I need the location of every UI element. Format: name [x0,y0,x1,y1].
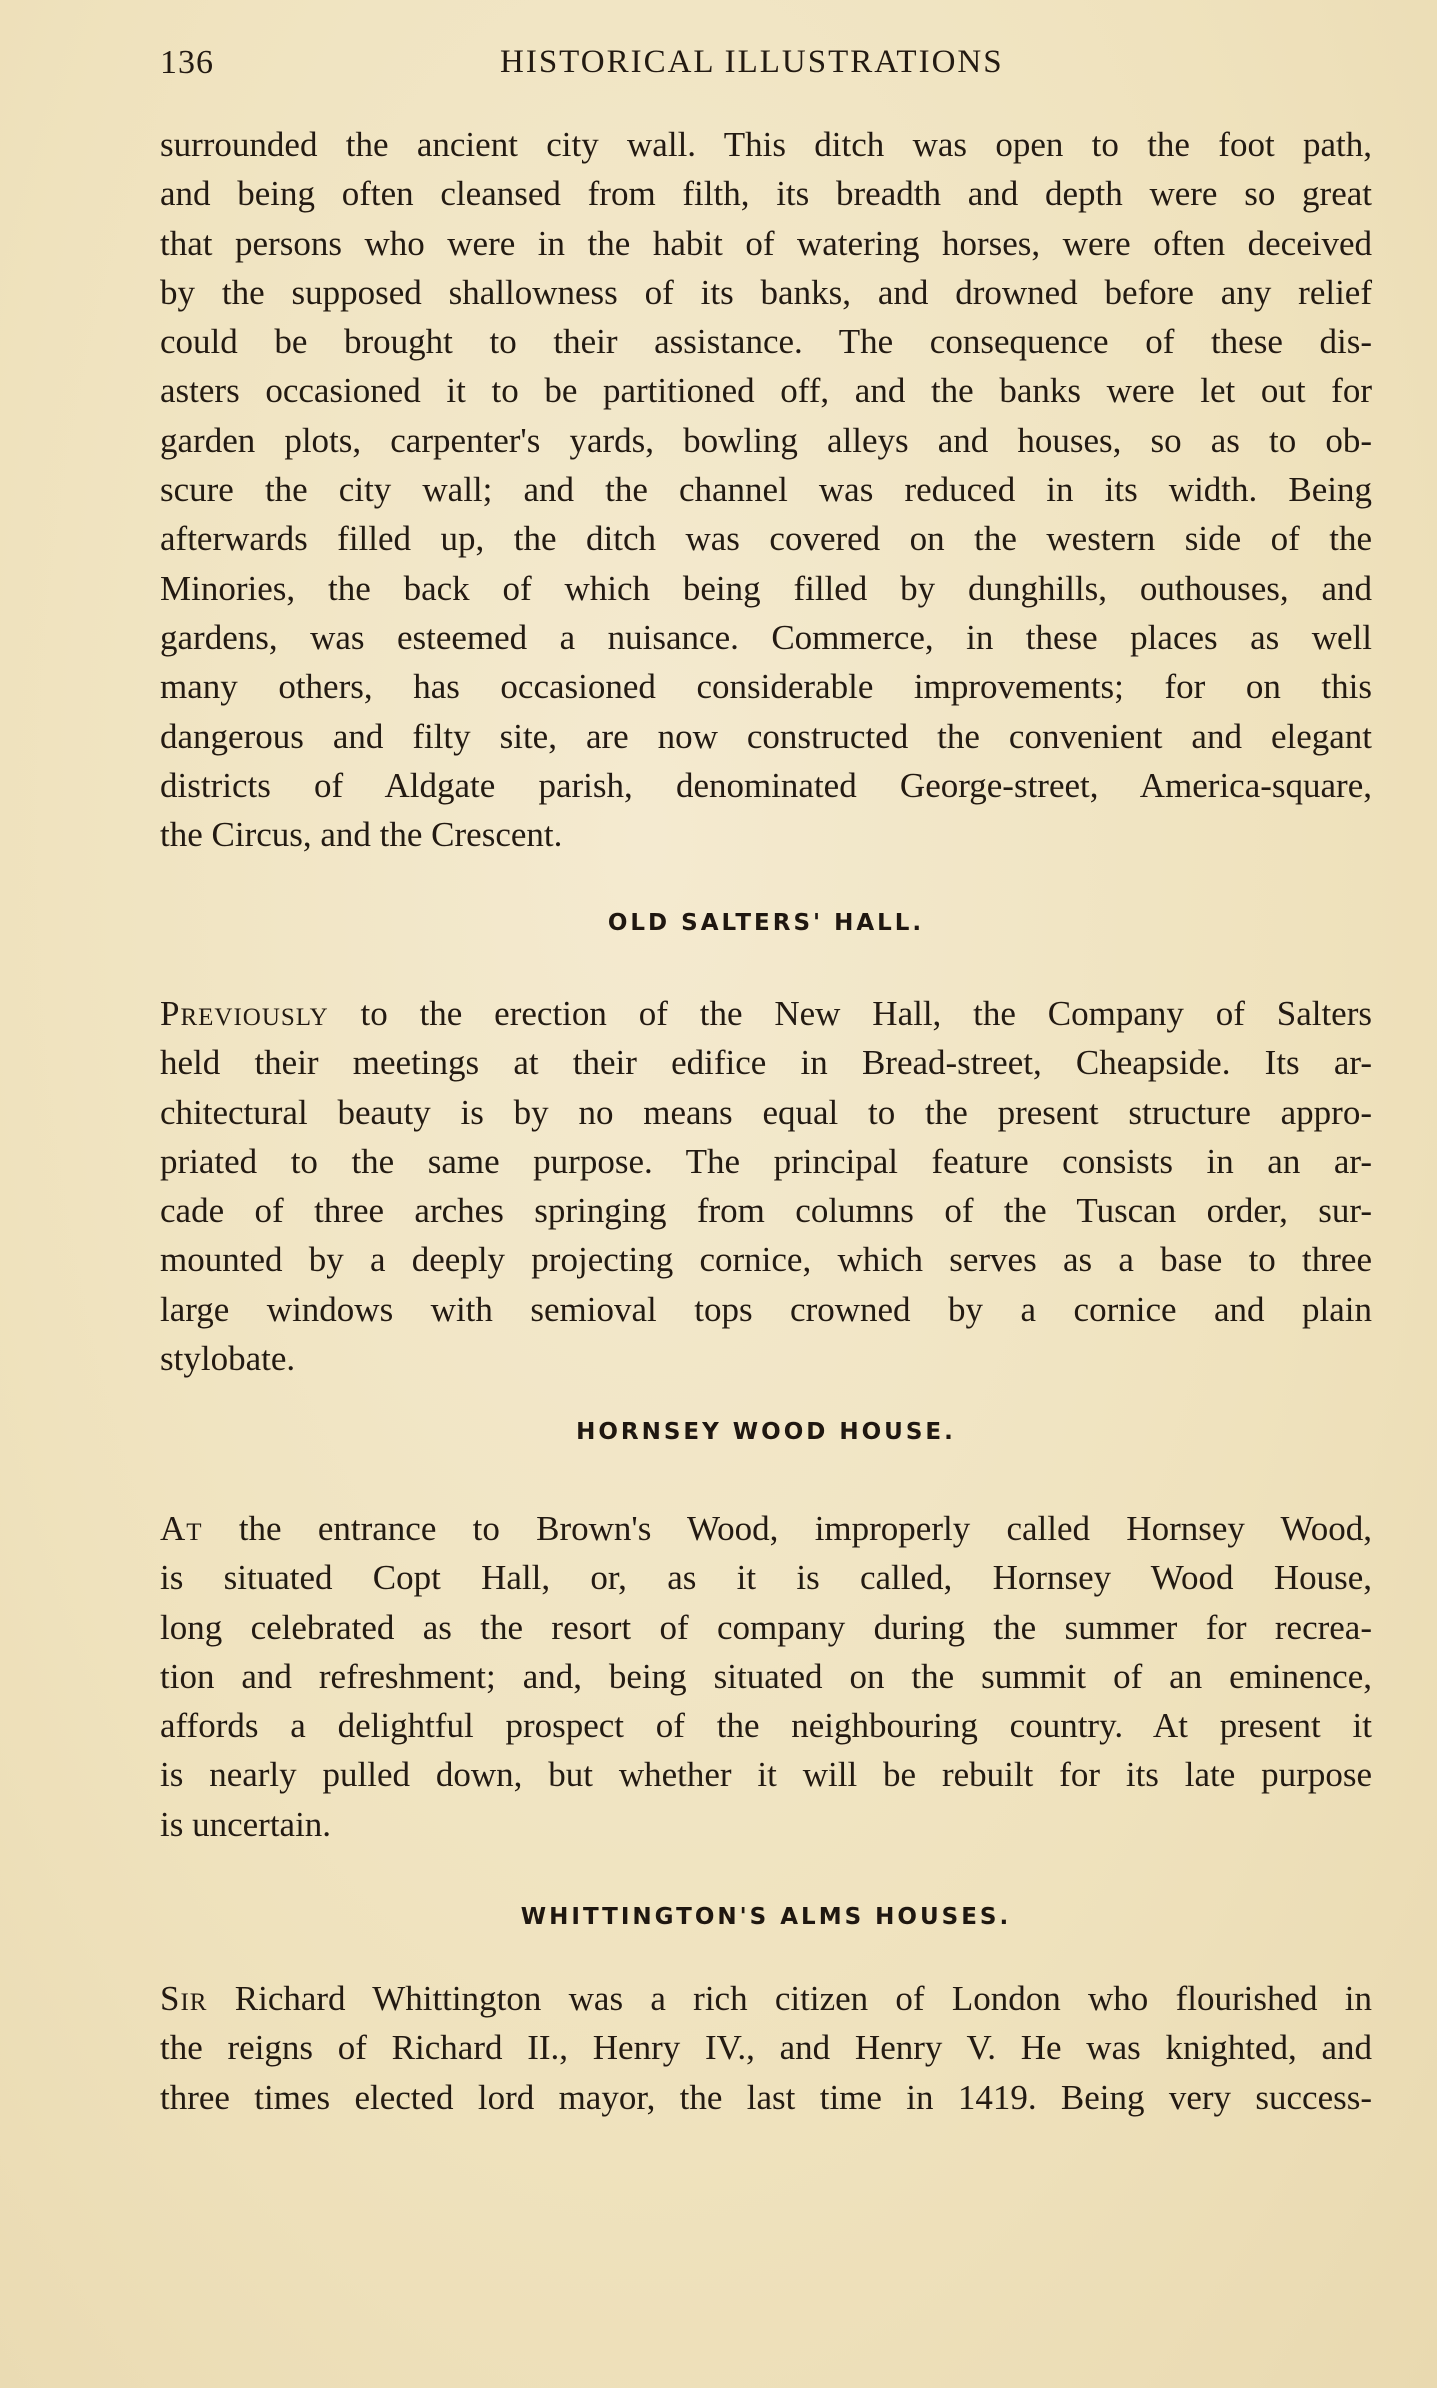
text-line: dangerous and filty site, are now constructed the convenient and elegant [160,716,1372,756]
text-line: is uncertain. [160,1804,332,1844]
paragraph-old-salters-hall [160,989,1372,1383]
running-head [160,44,1372,92]
text-line: scure the city wall; and the channel was reduced in its width. Being [160,470,1372,510]
text-line [160,1504,1372,1553]
paragraph-ditch [160,120,1372,859]
text-line: by the supposed shallowness of its banks, and drowned before any relief [160,272,1372,312]
text-line: the Circus, and the Crescent. [160,815,563,855]
text-line: three times elected lord mayor, the last time in 1419. Being very success- [160,2077,1372,2117]
text-line: long celebrated as the resort of company during the summer for recrea- [160,1607,1372,1647]
text-line: affords a delightful prospect of the neighbouring country. At present it [160,1706,1372,1746]
text-line: surrounded the ancient city wall. This ditch was open to the foot path, [160,125,1372,164]
text-line: Minories, the back of which being filled by dunghills, outhouses, and [160,568,1372,608]
first-line-rest: Richard Whittington was a rich citizen of London who flourished in [207,1979,1372,2018]
section-heading-old-salters-hall: OLD SALTERS' HALL. [607,910,925,936]
lead-word: Previously [160,994,329,1033]
text-line: tion and refreshment; and, being situated on the summit of an eminence, [160,1656,1372,1696]
text-line: and being often cleansed from filth, its breadth and depth were so great [160,174,1372,214]
text-line: priated to the same purpose. The principal feature consists in an ar- [160,1141,1372,1181]
text-line: that persons who were in the habit of watering horses, were often deceived [160,223,1372,263]
text-line: districts of Aldgate parish, denominated George-street, America-square, [160,765,1372,805]
section-heading-hornsey-wood-house: HORNSEY WOOD HOUSE. [576,1419,956,1445]
text-line: afterwards filled up, the ditch was covered on the western side of the [160,519,1372,559]
text-line: gardens, was esteemed a nuisance. Commerce, in these places as well [160,617,1372,657]
running-title: HISTORICAL ILLUSTRATIONS [500,44,1004,80]
text-line: stylobate. [160,1339,296,1379]
text-line: could be brought to their assistance. The consequence of these dis- [160,322,1372,362]
text-line: held their meetings at their edifice in Bread-street, Cheapside. Its ar- [160,1043,1372,1083]
text-line: the reigns of Richard II., Henry IV., and Henry V. He was knighted, and [160,2028,1372,2068]
first-line-rest: the entrance to Brown's Wood, improperly called Hornsey Wood, [202,1509,1372,1548]
text-line: asters occasioned it to be partitioned off, and the banks were let out for [160,371,1372,411]
text-line: is situated Copt Hall, or, as it is called, Hornsey Wood House, [160,1558,1372,1598]
paragraph-whittingtons-alms-houses [160,1974,1372,2122]
section-heading-whittingtons-alms-houses: WHITTINGTON'S ALMS HOUSES. [520,1904,1012,1930]
text-line: large windows with semioval tops crowned by a cornice and plain [160,1289,1372,1329]
text-line [160,989,1372,1038]
text-line [160,1974,1372,2023]
text-line: mounted by a deeply projecting cornice, which serves as a base to three [160,1240,1372,1280]
text-line: cade of three arches springing from columns of the Tuscan order, sur- [160,1191,1372,1231]
lead-word: At [160,1509,203,1548]
paragraph-hornsey-wood-house [160,1504,1372,1849]
text-line: many others, has occasioned considerable improvements; for on this [160,667,1372,707]
first-line-rest: to the erection of the New Hall, the Company of Salters [328,994,1372,1033]
text-line: garden plots, carpenter's yards, bowling alleys and houses, so as to ob- [160,420,1372,460]
text-line: is nearly pulled down, but whether it will be rebuilt for its late purpose [160,1755,1372,1795]
text-line: chitectural beauty is by no means equal to the present structure appro- [160,1092,1372,1132]
lead-word: Sir [160,1979,208,2018]
page-number: 136 [160,44,214,81]
